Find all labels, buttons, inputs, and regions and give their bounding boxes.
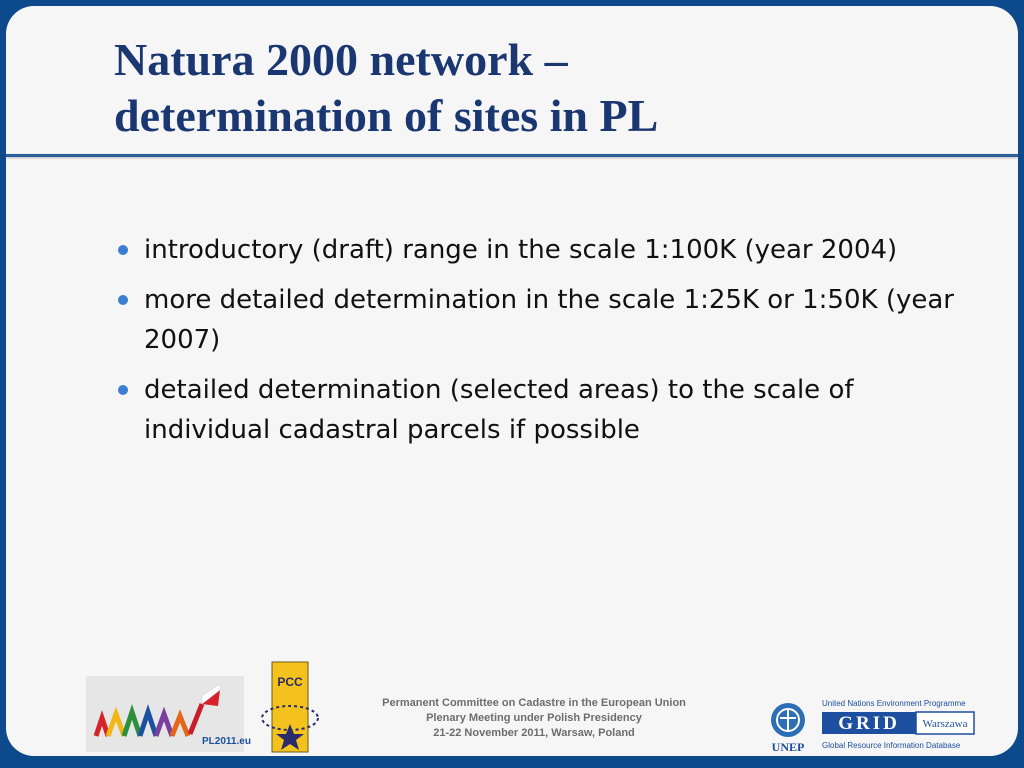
bullet-dot-icon [118,385,128,395]
pcc-logo [258,662,324,754]
bullet-dot-icon [118,245,128,255]
title-divider [6,154,1018,157]
slide [6,6,1018,756]
footer-line-1: Permanent Committee on Cadastre in the European Union [382,697,686,709]
footer-line-2: Plenary Meeting under Polish Presidency [426,712,642,724]
slide-title-line-2: determination of sites in PL [114,90,659,141]
pcc-logo-text: PCC [277,675,303,689]
footer-text [334,696,734,741]
unep-grid-logo-icon [766,696,976,754]
pcc-logo-icon [258,662,324,754]
polish-presidency-logo-icon [86,676,251,752]
footer-line-3: 21-22 November 2011, Warsaw, Poland [433,727,635,739]
bullet-dot-icon [118,295,128,305]
slide-title [114,32,974,144]
polish-presidency-logo [86,676,251,752]
pl-logo-text: PL2011.eu [202,736,251,747]
unep-label: UNEP [771,740,805,754]
bullet-item [118,370,978,450]
grid-text: GRID [838,713,900,734]
bullet-item [118,230,978,270]
unep-grid-logo [766,696,976,754]
bullet-item [118,280,978,360]
bullet-text: detailed determination (selected areas) to the scale of individual cadastral parcels if possible [144,375,854,445]
bullet-text: introductory (draft) range in the scale 1:100K (year 2004) [144,235,898,265]
grid-db-text: Global Resource Information Database [822,741,961,750]
unep-program-text: United Nations Environment Programme [822,699,966,708]
slide-title-line-1: Natura 2000 network – [114,34,568,85]
bullet-text: more detailed determination in the scale 1:25K or 1:50K (year 2007) [144,285,954,355]
bullet-list [118,230,978,460]
grid-city-text: Warszawa [922,718,968,730]
